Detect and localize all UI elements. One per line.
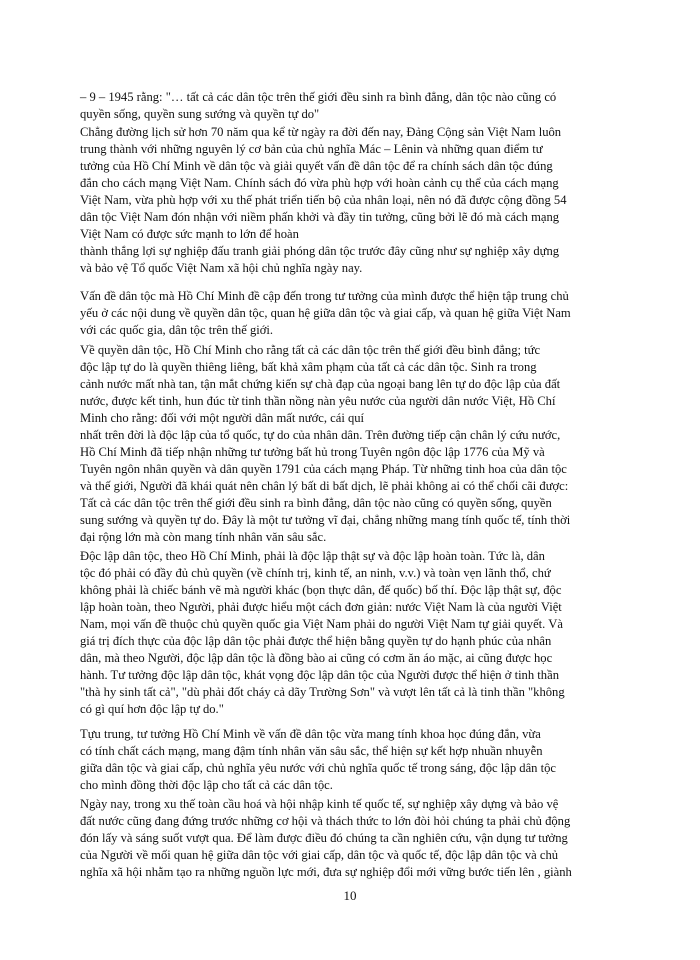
text-line: Minh cho rằng: đối với một người dân mất nước, cái quí <box>80 411 365 425</box>
text-line: cảnh nước mất nhà tan, tận mắt chứng kiến sự chà đạp của ngoại bang lên tự do độc lập của đất <box>80 377 561 391</box>
text-line: Tuyên ngôn nhân quyền và dân quyền 1791 của cách mạng Pháp. Từ những tinh hoa của dân tộc <box>80 462 567 476</box>
text-line: Về quyền dân tộc, Hồ Chí Minh cho rằng tất cả các dân tộc trên thế giới đều bình đẳng; tức <box>80 343 541 357</box>
text-line: dân, mà theo Người, độc lập dân tộc là đồng bào ai cũng có cơm ăn áo mặc, ai cũng được học <box>80 651 553 665</box>
text-line: Tất cả các dân tộc trên thế giới đều sinh ra bình đẳng, dân tộc nào cũng có quyền sống, quyền <box>80 496 552 510</box>
page-number: 10 <box>343 888 357 903</box>
text-line: dân tộc Việt Nam đón nhận với niềm phấn khởi và đầy tin tưởng, cũng bởi lẽ đó mà cách mạng <box>80 210 560 224</box>
text-line: hành. Tư tưởng độc lập dân tộc, khát vọng độc lập dân tộc của Người được thể hiện ở tinh thần <box>80 668 559 682</box>
text-line: có tính chất cách mạng, mang đậm tính nhân văn sâu sắc, thể hiện sự kết hợp nhuần nhuyễn <box>80 744 543 758</box>
text-line: và bảo vệ Tổ quốc Việt Nam xã hội chủ nghĩa ngày nay. <box>80 261 363 275</box>
text-line: có gì quí hơn độc lập tự do." <box>80 702 224 716</box>
text-line: sung sướng và quyền tự do. Đây là một tư tưởng vĩ đại, chẳng những mang tính quốc tế, tính thời <box>80 513 571 527</box>
text-line: thành thắng lợi sự nghiệp đấu tranh giải phóng dân tộc trước đây cũng như sự nghiệp xây dựng <box>80 244 560 258</box>
text-line: "thà hy sinh tất cả", "dù phải đốt cháy cả dãy Trường Sơn" và vượt lên tất cả là tinh thần "không <box>80 685 565 699</box>
text-line: giữa dân tộc và giai cấp, chủ nghĩa yêu nước với chủ nghĩa quốc tế trong sáng, độc lập dân tộc <box>80 761 557 775</box>
text-line: tưởng của Hồ Chí Minh về dân tộc và giải quyết vấn đề dân tộc để ra chính sách dân tộc đúng <box>80 159 553 173</box>
text-line: nhất trên đời là độc lập của tổ quốc, tự do của nhân dân. Trên đường tiếp cận chân lý cứu nước, <box>80 428 561 442</box>
text-line: trung thành với những nguyên lý cơ bản của chủ nghĩa Mác – Lênin và những quan điểm tư <box>80 142 543 156</box>
text-line: của Người về mối quan hệ giữa dân tộc với giai cấp, dân tộc và quốc tế, độc lập dân tộc và chủ <box>80 848 559 862</box>
text-line: Vấn đề dân tộc mà Hồ Chí Minh đề cập đến trong tư tưởng của mình được thể hiện tập trung chủ <box>80 289 569 303</box>
text-line: Hồ Chí Minh đã tiếp nhận những tư tưởng bất hủ trong Tuyên ngôn độc lập 1776 của Mỹ và <box>80 445 545 459</box>
text-line: độc lập tự do là quyền thiêng liêng, bất khả xâm phạm của tất cả các dân tộc. Sinh ra trong <box>80 360 537 374</box>
text-line: với các quốc gia, dân tộc trên thế giới. <box>80 323 274 337</box>
text-line: Nam, mọi vấn đề thuộc chủ quyền quốc gia Việt Nam phải do người Việt Nam tự giải quyết. Và <box>80 617 563 631</box>
text-line: nước, được kết tinh, hun đúc từ tinh thần nồng nàn yêu nước của người dân nước Việt, Hồ Chí <box>80 394 556 408</box>
text-line: yếu ở các nội dung về quyền dân tộc, quan hệ giữa dân tộc và giai cấp, và quan hệ giữa Việt Nam <box>80 306 571 320</box>
text-line: đại rộng lớn mà còn mang tính nhân văn sâu sắc. <box>80 530 327 544</box>
text-line: nghĩa xã hội nhằm tạo ra những nguồn lực mới, đưa sự nghiệp đổi mới vững bước tiến lên , giành <box>80 865 572 879</box>
text-line: Việt Nam có được sức mạnh to lớn để hoàn <box>80 227 299 241</box>
text-line: Ngày nay, trong xu thế toàn cầu hoá và hội nhập kinh tế quốc tế, sự nghiệp xây dựng và bảo vệ <box>80 797 559 811</box>
text-line: cho mình đồng thời độc lập cho tất cả các dân tộc. <box>80 778 333 792</box>
text-line: Việt Nam, vừa phù hợp với xu thế phát triển tiến bộ của nhân loại, nên nó đã được cộng đồng 54 <box>80 193 567 207</box>
text-line: tộc đó phải có đầy đủ chủ quyền (về chính trị, kinh tế, an ninh, v.v.) và toàn vẹn lãnh thổ, chứ <box>80 566 551 580</box>
text-line: không phải là chiếc bánh vẽ mà người khác (bọn thực dân, đế quốc) bố thí. Độc lập thật sự, độc <box>80 583 562 597</box>
text-line: Tựu trung, tư tưởng Hồ Chí Minh về vấn đề dân tộc vừa mang tính khoa học đúng đắn, vừa <box>80 727 541 741</box>
text-line: – 9 – 1945 rằng: "… tất cả các dân tộc trên thế giới đều sinh ra bình đẳng, dân tộc nào cũng có <box>80 90 557 104</box>
text-line: đất nước cũng đang đứng trước những cơ hội và thách thức to lớn đòi hỏi chúng ta phải chủ động <box>80 814 571 828</box>
text-line: Chẳng đường lịch sử hơn 70 năm qua kể từ ngày ra đời đến nay, Đảng Cộng sản Việt Nam luôn <box>80 125 562 139</box>
text-line: Độc lập dân tộc, theo Hồ Chí Minh, phải là độc lập thật sự và độc lập hoàn toàn. Tức là, dân <box>80 549 545 563</box>
text-line: đắn cho cách mạng Việt Nam. Chính sách đó vừa phù hợp với hoàn cảnh cụ thể của cách mạng <box>80 176 559 190</box>
text-line: quyền sống, quyền sung sướng và quyền tự do" <box>80 107 320 121</box>
text-line: và thế giới, Người đã khái quát nên chân lý bất di bất dịch, lẽ phải không ai có thể chối cãi được: <box>80 479 569 493</box>
text-line: đón lấy và sáng suốt vượt qua. Để làm được điều đó chúng ta cần nghiên cứu, vận dụng tư tưởng <box>80 831 568 845</box>
text-line: lập hoàn toàn, theo Người, phải được hiểu một cách đơn giản: nước Việt Nam là của người Việt <box>80 600 562 614</box>
text-line: giá trị đích thực của độc lập dân tộc phải được thể hiện bằng quyền tự do hạnh phúc của nhân <box>80 634 552 648</box>
